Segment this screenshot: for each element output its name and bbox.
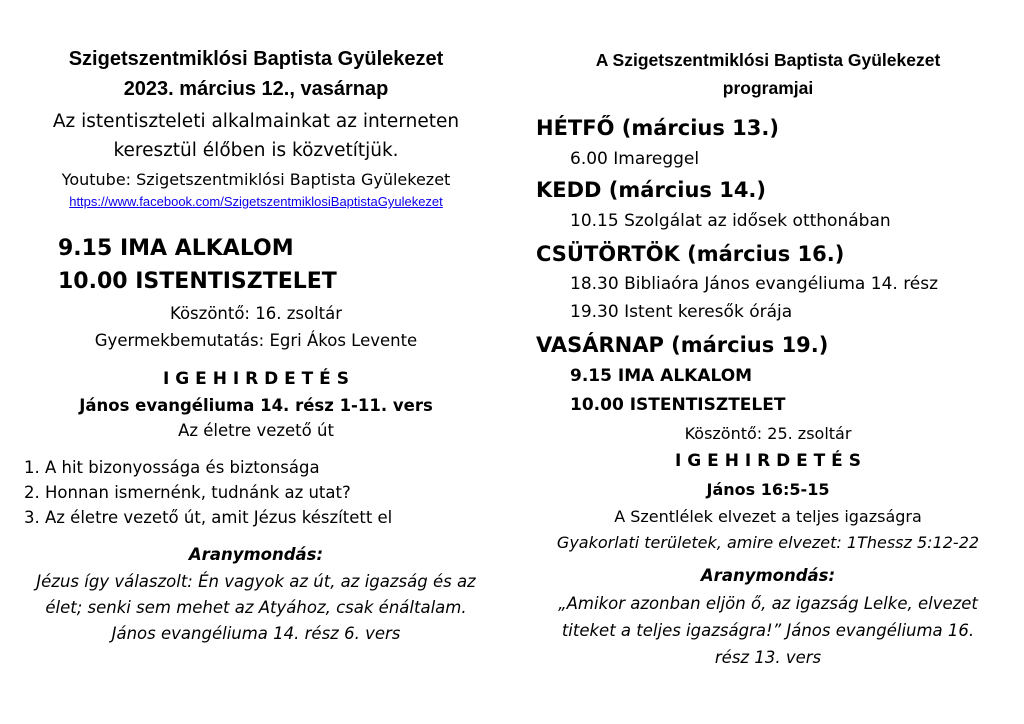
facebook-link[interactable]: https://www.facebook.com/SzigetszentmiklosiBaptistaGyulekezet	[69, 194, 443, 209]
practical-areas: Gyakorlati területek, amire elvezet: 1Thessz 5:12-22	[556, 533, 980, 552]
tuesday-item: 10.15 Szolgálat az idősek otthonában	[570, 211, 891, 231]
service-time: 10.00 ISTENTISZTELET	[58, 269, 337, 294]
tuesday-heading: KEDD (március 14.)	[536, 178, 767, 202]
stream-notice-line2: keresztül élőben is közvetítjük.	[113, 140, 399, 161]
sunday-sermon-title: A Szentlélek elvezet a teljes igazságra	[614, 507, 922, 526]
golden-text-heading: Aranymondás:	[188, 545, 324, 564]
stream-notice-line1: Az istentiszteleti alkalmainkat az interneten	[52, 111, 460, 132]
programs-title-line1: A Szigetszentmiklósi Baptista Gyülekezet	[595, 50, 941, 70]
sermon-reference: János evangéliuma 14. rész 1-11. vers	[79, 396, 433, 415]
golden-text-line2: élet; senki sem mehet az Atyához, csak énáltalam.	[45, 598, 467, 617]
programs-title-line2: programjai	[722, 78, 814, 98]
sunday-service: 10.00 ISTENTISZTELET	[570, 395, 786, 415]
sunday-prayer: 9.15 IMA ALKALOM	[570, 366, 753, 386]
list-item: 2. Honnan ismernénk, tudnánk az utat?	[24, 483, 351, 502]
sunday-sermon-heading: I G E H I R D E T É S	[675, 451, 861, 471]
greeting-psalm: Köszöntő: 16. zsoltár	[169, 304, 343, 323]
sunday-greeting: Köszöntő: 25. zsoltár	[684, 424, 852, 443]
golden-text-line3: János evangéliuma 14. rész 6. vers	[111, 624, 401, 643]
sermon-heading: I G E H I R D E T É S	[163, 369, 349, 389]
list-item: 3. Az életre vezető út, amit Jézus készített el	[24, 508, 393, 527]
sunday-golden-heading: Aranymondás:	[700, 566, 836, 585]
sermon-points	[24, 455, 392, 530]
youtube-channel: Youtube: Szigetszentmiklósi Baptista Gyülekezet	[61, 170, 451, 189]
thursday-item-1: 18.30 Bibliaóra János evangéliuma 14. rész	[570, 274, 939, 294]
sermon-title: Az életre vezető út	[178, 421, 334, 440]
sunday-heading: VASÁRNAP (március 19.)	[536, 333, 829, 357]
thursday-heading: CSÜTÖRTÖK (március 16.)	[536, 242, 845, 266]
monday-item: 6.00 Imareggel	[570, 149, 700, 169]
service-date: 2023. március 12., vasárnap	[123, 78, 389, 100]
monday-heading: HÉTFŐ (március 13.)	[536, 116, 779, 140]
thursday-item-2: 19.30 Istent keresők órája	[570, 302, 793, 322]
list-item: 1. A hit bizonyossága és biztonsága	[24, 458, 320, 477]
church-name: Szigetszentmiklósi Baptista Gyülekezet	[68, 48, 444, 70]
sunday-golden-line3: rész 13. vers	[714, 648, 822, 667]
golden-text-line1: Jézus így válaszolt: Én vagyok az út, az igazság és az	[36, 572, 476, 591]
child-presentation: Gyermekbemutatás: Egri Ákos Levente	[94, 331, 418, 350]
sunday-golden-line1: „Amikor azonban eljön ő, az igazság Lelke, elvezet	[558, 594, 978, 613]
prayer-time: 9.15 IMA ALKALOM	[58, 236, 294, 261]
sunday-golden-line2: titeket a teljes igazságra!” János evangéliuma 16.	[561, 621, 975, 640]
sunday-sermon-reference: János 16:5-15	[706, 480, 830, 499]
